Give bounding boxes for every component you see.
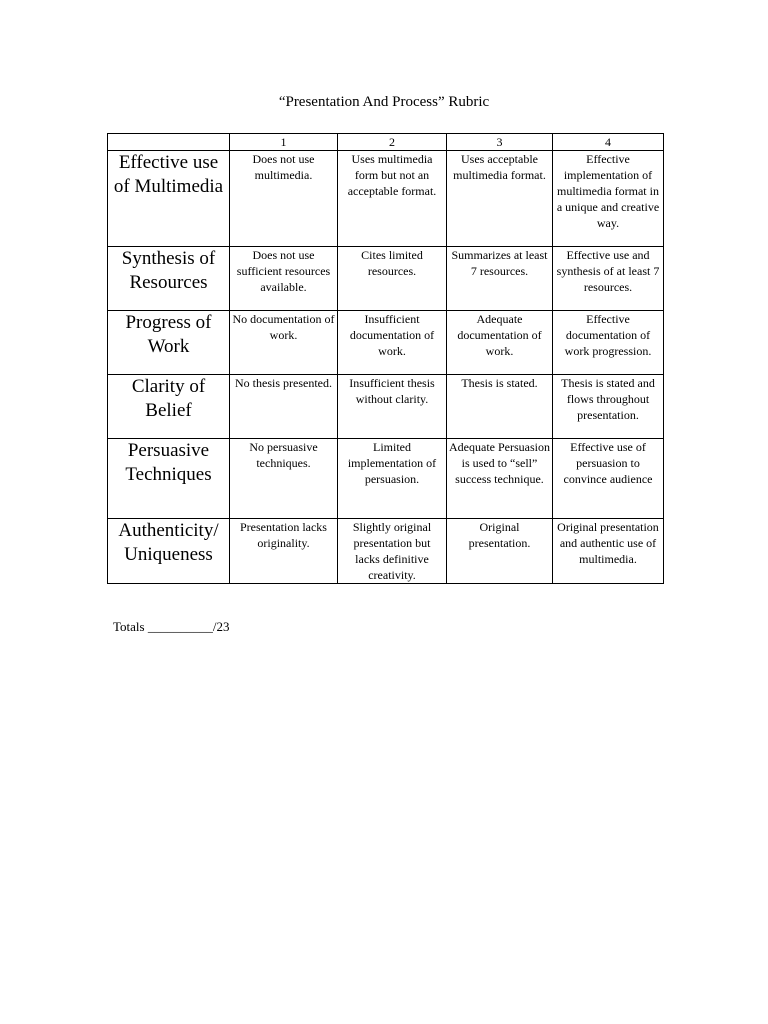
- score-cell-3: Original presentation.: [447, 519, 553, 584]
- score-cell-1: Presentation lacks originality.: [230, 519, 338, 584]
- header-row: [108, 134, 664, 151]
- score-cell-3: Thesis is stated.: [447, 375, 553, 439]
- score-cell-2: Slightly original presentation but lacks definitive creativity.: [338, 519, 447, 584]
- header-cell-1: 1: [230, 134, 338, 151]
- table-row: [108, 247, 664, 311]
- criterion-cell: Progress of Work: [108, 311, 230, 375]
- totals-line: Totals __________/23: [113, 619, 230, 634]
- score-cell-1: Does not use sufficient resources available.: [230, 247, 338, 311]
- score-cell-1: No thesis presented.: [230, 375, 338, 439]
- score-cell-3: Adequate documentation of work.: [447, 311, 553, 375]
- table-row: [108, 439, 664, 519]
- score-cell-4: Effective use of persuasion to convince audience: [553, 439, 664, 519]
- criterion-cell: Effective use of Multimedia: [108, 151, 230, 247]
- score-cell-4: Original presentation and authentic use of multimedia.: [553, 519, 664, 584]
- score-cell-4: Effective documentation of work progression.: [553, 311, 664, 375]
- score-cell-2: Insufficient documentation of work.: [338, 311, 447, 375]
- header-cell-2: 2: [338, 134, 447, 151]
- score-cell-4: Effective use and synthesis of at least 7 resources.: [553, 247, 664, 311]
- score-cell-1: No persuasive techniques.: [230, 439, 338, 519]
- header-cell-4: 4: [553, 134, 664, 151]
- table-row: [108, 519, 664, 584]
- score-cell-4: Effective implementation of multimedia format in a unique and creative way.: [553, 151, 664, 247]
- criterion-cell: Clarity of Belief: [108, 375, 230, 439]
- table-row: [108, 375, 664, 439]
- header-cell-criteria: [108, 134, 230, 151]
- table-row: [108, 311, 664, 375]
- score-cell-3: Uses acceptable multimedia format.: [447, 151, 553, 247]
- score-cell-3: Adequate Persuasion is used to “sell” success technique.: [447, 439, 553, 519]
- score-cell-3: Summarizes at least 7 resources.: [447, 247, 553, 311]
- criterion-cell: Synthesis of Resources: [108, 247, 230, 311]
- score-cell-2: Limited implementation of persuasion.: [338, 439, 447, 519]
- score-cell-1: Does not use multimedia.: [230, 151, 338, 247]
- document-title: “Presentation And Process” Rubric: [278, 94, 490, 110]
- table-row: [108, 151, 664, 247]
- score-cell-2: Cites limited resources.: [338, 247, 447, 311]
- score-cell-2: Insufficient thesis without clarity.: [338, 375, 447, 439]
- rubric-table: [107, 133, 664, 584]
- score-cell-4: Thesis is stated and flows throughout presentation.: [553, 375, 664, 439]
- criterion-cell: Authenticity/ Uniqueness: [108, 519, 230, 584]
- score-cell-1: No documentation of work.: [230, 311, 338, 375]
- criterion-cell: Persuasive Techniques: [108, 439, 230, 519]
- header-cell-3: 3: [447, 134, 553, 151]
- score-cell-2: Uses multimedia form but not an acceptable format.: [338, 151, 447, 247]
